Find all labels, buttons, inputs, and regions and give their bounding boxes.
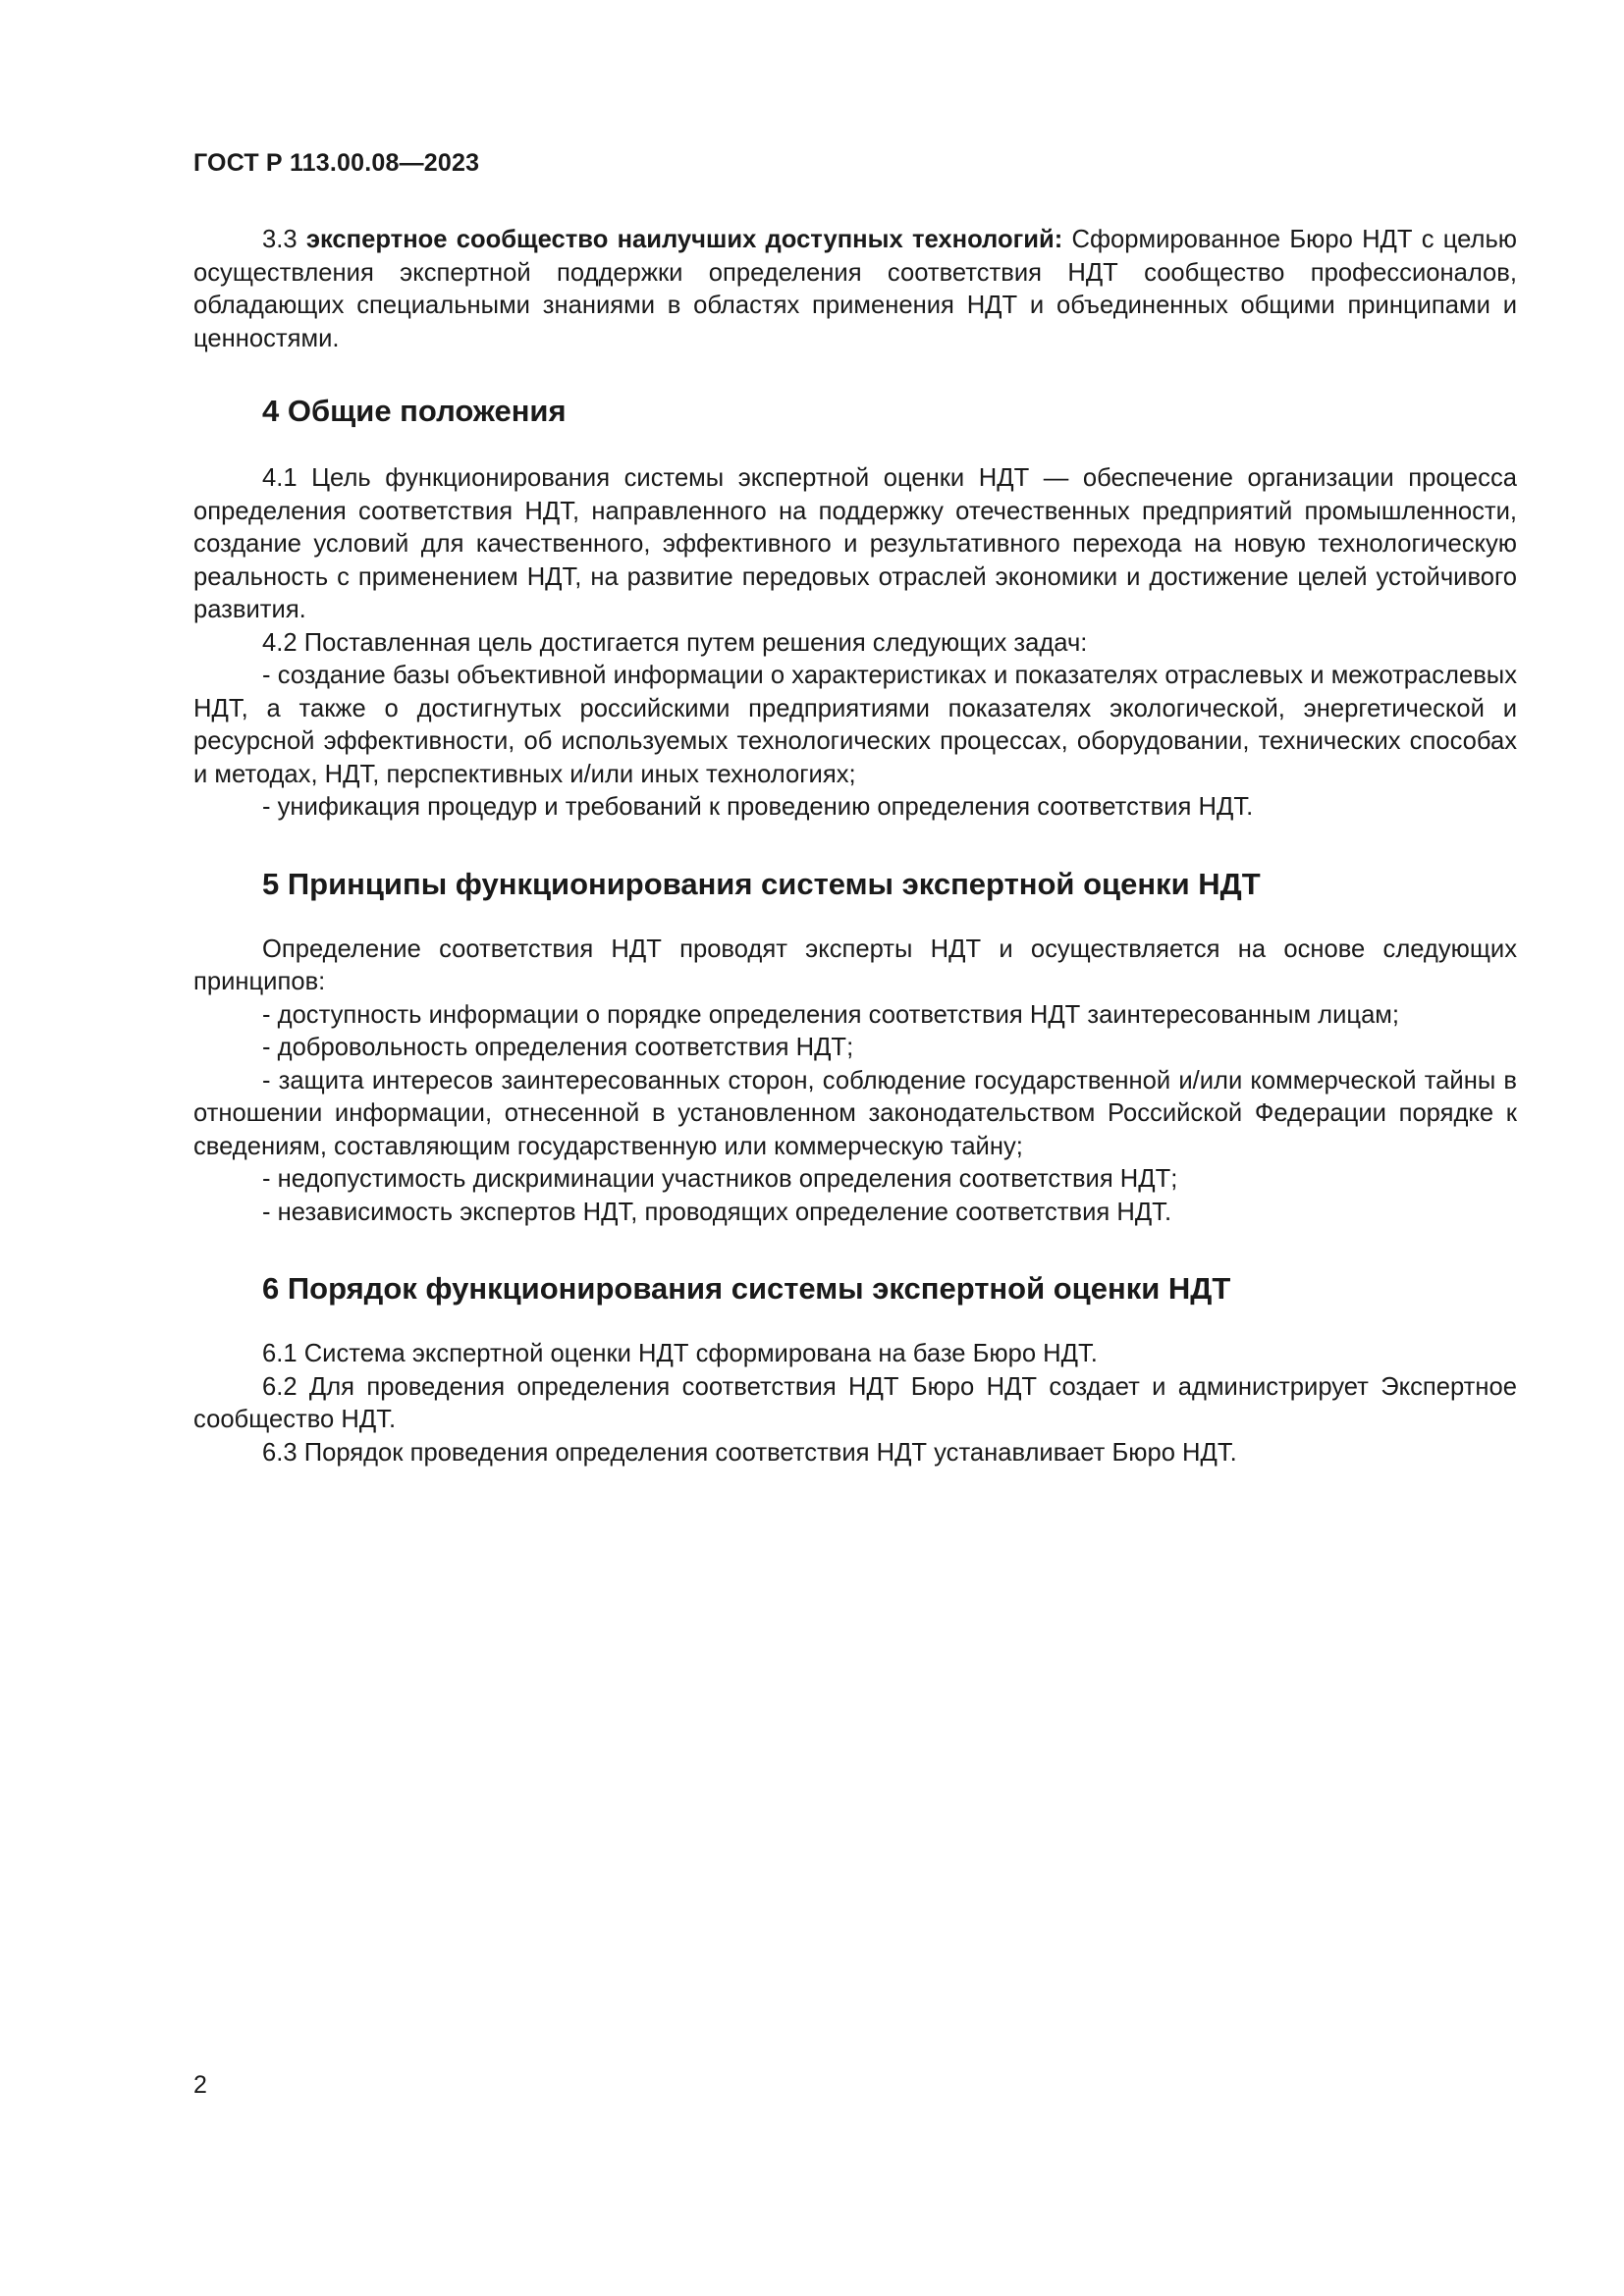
paragraph-6-2: 6.2 Для проведения определения соответствия НДТ Бюро НДТ создает и администрирует Экспертное сообщество НДТ.	[193, 1372, 1517, 1433]
paragraph-6-3: 6.3 Порядок проведения определения соответствия НДТ устанавливает Бюро НДТ.	[262, 1438, 1237, 1467]
paragraph-3-3-text: Сформированное Бюро НДТ с целью осуществления экспертной поддержки определения соответствия НДТ сообщество профессионалов, обладающих специальными знаниями в областях применения НДТ и объединенных общими принципами и ценностями.	[193, 226, 1517, 352]
list-item: - создание базы объективной информации о характеристиках и показателях отраслевых и межотраслевых НДТ, а также о достигнутых российскими предприятиями показателях экологической, энергетической и ресурсной эффективности, об используемых технологических процессах, оборудовании, технических способах и методах, НДТ, перспективных и/или иных технологиях;	[193, 662, 1517, 788]
paragraph-4-2: 4.2 Поставленная цель достигается путем решения следующих задач:	[262, 628, 1088, 657]
section-5-intro: Определение соответствия НДТ проводят эксперты НДТ и осуществляется на основе следующих принципов:	[193, 934, 1517, 995]
section-5-heading: 5 Принципы функционирования системы экспертной оценки НДТ	[262, 866, 1261, 901]
list-item: - недопустимость дискриминации участников определения соответствия НДТ;	[262, 1165, 1178, 1193]
paragraph-4-1: 4.1 Цель функционирования системы экспертной оценки НДТ — обеспечение организации процесса определения соответствия НДТ, направленного на поддержку отечественных предприятий промышленности, создание условий для качественного, эффективного и результативного перехода на новую технологическую реальность с применением НДТ, на развитие передовых отраслей экономики и достижение целей устойчивого развития.	[193, 464, 1517, 623]
paragraph-6-1: 6.1 Система экспертной оценки НДТ сформирована на базе Бюро НДТ.	[262, 1340, 1098, 1367]
document-body	[193, 224, 1517, 1469]
paragraph-3-3-number: 3.3	[262, 226, 298, 253]
term-definition: экспертное сообщество наилучших доступных технологий:	[305, 226, 1063, 253]
list-item: - независимость экспертов НДТ, проводящих определение соответствия НДТ.	[262, 1198, 1172, 1226]
page-number: 2	[193, 2071, 207, 2099]
list-item: - добровольность определения соответствия НДТ;	[262, 1034, 854, 1061]
section-4-heading: 4 Общие положения	[262, 394, 567, 428]
list-item: - унификация процедур и требований к проведению определения соответствия НДТ.	[262, 793, 1254, 821]
paragraph-3-3	[193, 224, 1517, 355]
section-6-heading: 6 Порядок функционирования системы экспертной оценки НДТ	[262, 1271, 1231, 1306]
list-item: - защита интересов заинтересованных сторон, соблюдение государственной и/или коммерческой тайны в отношении информации, отнесенной в установленном законодательством Российской Федерации порядке к сведениям, составляющим государственную или коммерческую тайну;	[193, 1066, 1517, 1160]
list-item: - доступность информации о порядке определения соответствия НДТ заинтересованным лицам;	[262, 1000, 1400, 1029]
standard-designation: ГОСТ Р 113.00.08—2023	[193, 149, 480, 177]
